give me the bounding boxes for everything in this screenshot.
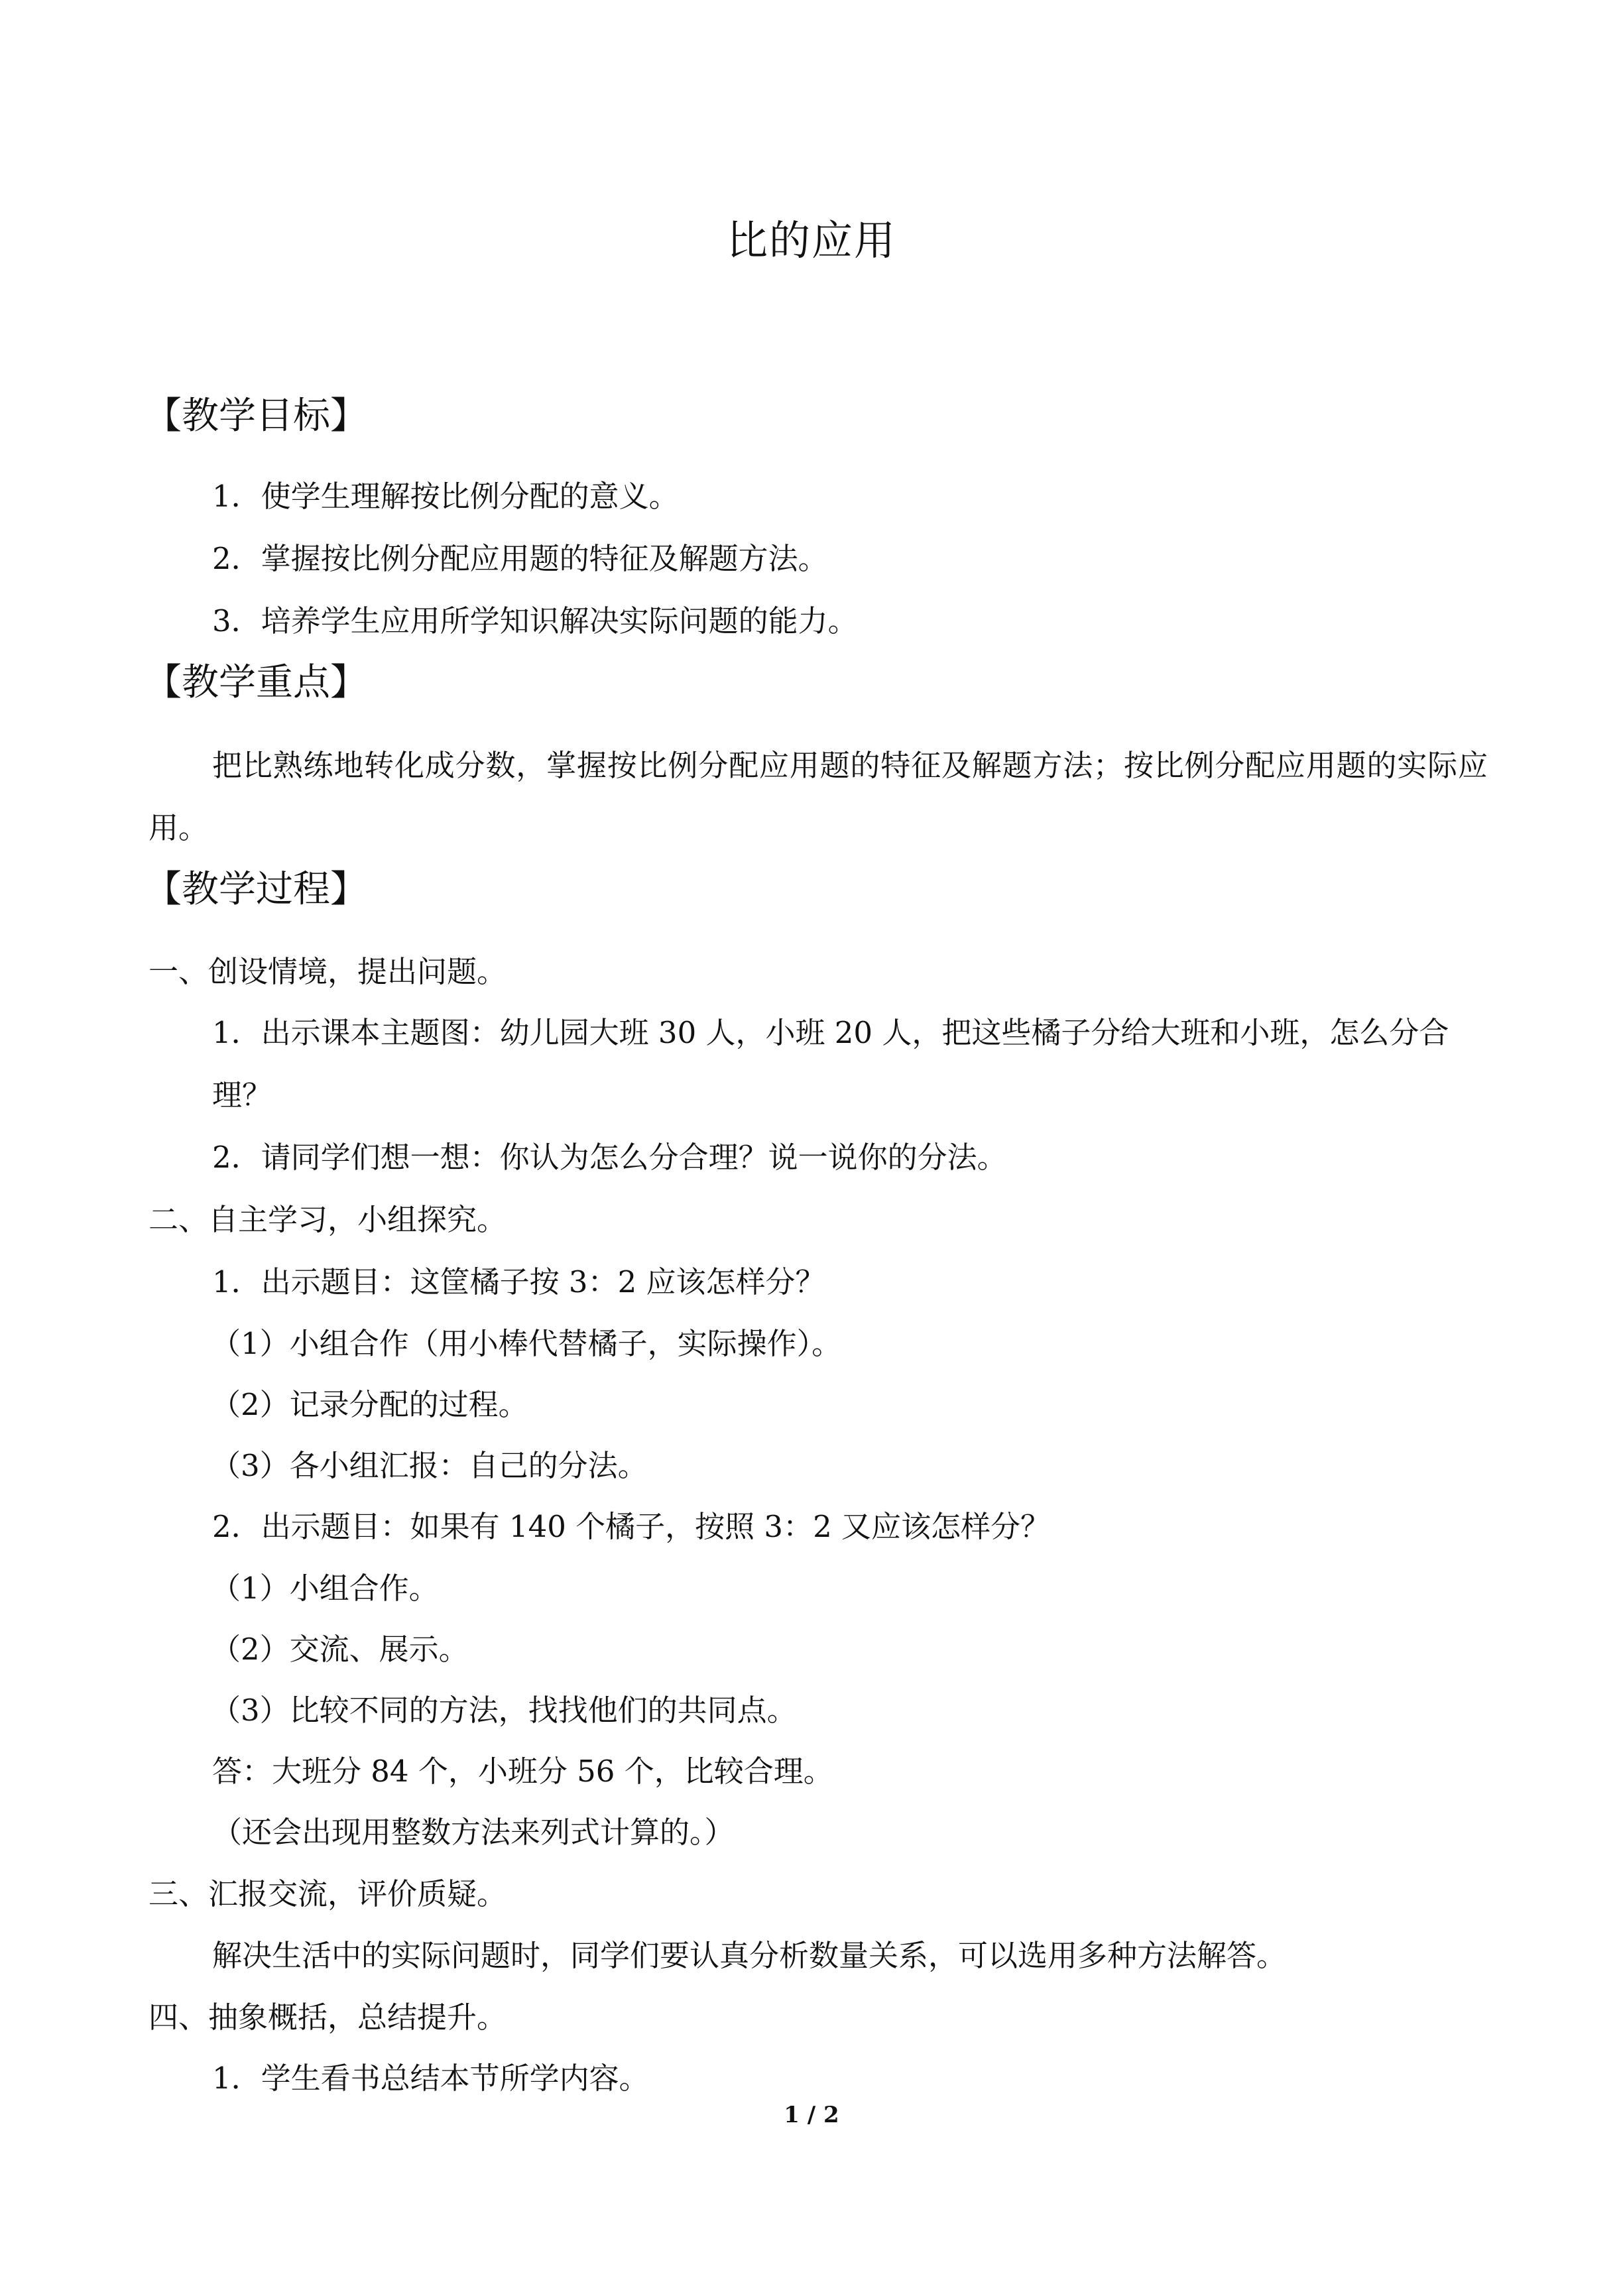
step-2-item-1: 1．出示题目：这筐橘子按 3：2 应该怎样分？ xyxy=(212,1264,825,1299)
step-2-item-1-sub-1: （1）小组合作（用小棒代替橘子，实际操作）。 xyxy=(211,1326,842,1361)
goal-item-2: 2．掌握按比例分配应用题的特征及解题方法。 xyxy=(212,541,828,576)
step-2-item-1-sub-2: （2）记录分配的过程。 xyxy=(211,1387,528,1422)
goal-item-3: 3．培养学生应用所学知识解决实际问题的能力。 xyxy=(212,603,858,638)
page-title: 比的应用 xyxy=(726,216,896,265)
goal-item-1: 1．使学生理解按比例分配的意义。 xyxy=(212,479,679,514)
step-2-item-1-sub-3: （3）各小组汇报：自己的分法。 xyxy=(211,1448,648,1483)
step-4-item-1: 1．学生看书总结本节所学内容。 xyxy=(212,2061,649,2096)
step-1-title: 一、创设情境，提出问题。 xyxy=(149,954,507,989)
heading-teaching-focus: 【教学重点】 xyxy=(145,661,367,704)
step-2-item-2-sub-3: （3）比较不同的方法，找找他们的共同点。 xyxy=(211,1693,797,1728)
step-2-answer: 答：大班分 84 个，小班分 56 个，比较合理。 xyxy=(212,1754,833,1789)
step-3-text: 解决生活中的实际问题时，同学们要认真分析数量关系，可以选用多种方法解答。 xyxy=(212,1938,1287,1973)
step-2-item-2: 2．出示题目：如果有 140 个橘子，按照 3：2 又应该怎样分？ xyxy=(212,1509,1051,1544)
step-2-title: 二、自主学习，小组探究。 xyxy=(149,1202,507,1237)
step-2-item-2-sub-1: （1）小组合作。 xyxy=(211,1571,439,1606)
step-1-item-2: 2．请同学们想一想：你认为怎么分合理？说一说你的分法。 xyxy=(212,1140,1007,1175)
step-2-note: （还会出现用整数方法来列式计算的。） xyxy=(212,1815,735,1850)
page-number: 1 / 2 xyxy=(784,2102,839,2128)
step-1-item-1: 1．出示课本主题图：幼儿园大班 30 人，小班 20 人，把这些橘子分给大班和小班，怎么分合理？ xyxy=(212,1015,1449,1113)
focus-paragraph: 把比熟练地转化成分数，掌握按比例分配应用题的特征及解题方法；按比例分配应用题的实际应用。 xyxy=(149,748,1488,845)
step-2-item-2-sub-2: （2）交流、展示。 xyxy=(211,1632,469,1667)
step-3-title: 三、汇报交流，评价质疑。 xyxy=(149,1876,507,1911)
heading-teaching-goals: 【教学目标】 xyxy=(145,394,367,438)
heading-teaching-process: 【教学过程】 xyxy=(145,868,367,911)
step-4-title: 四、抽象概括，总结提升。 xyxy=(149,2000,507,2035)
